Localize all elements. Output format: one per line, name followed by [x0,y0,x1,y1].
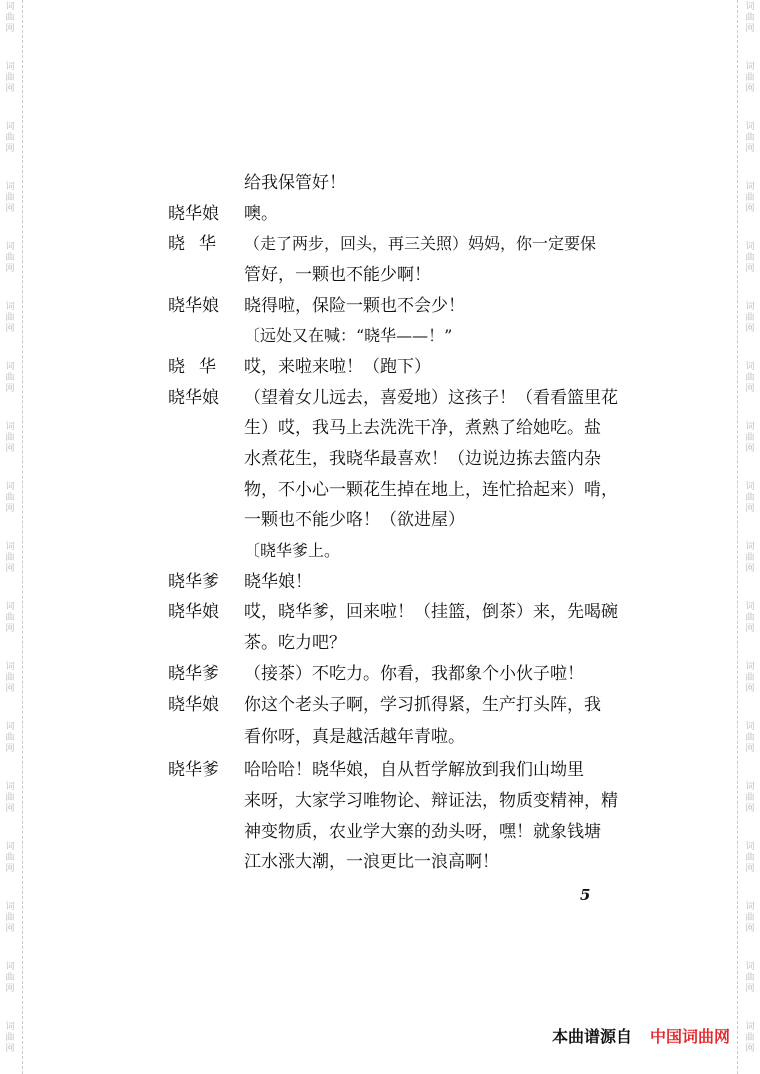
script-line [0,786,760,816]
watermark-char: 词 [5,542,15,552]
watermark-char: 词 [5,362,15,372]
watermark-char: 词 [745,422,755,432]
line-text: 给我保管好！ [244,173,346,193]
script-line [0,229,760,259]
speaker-name: 晓华爹 [168,664,219,684]
watermark-char: 词 [745,602,755,612]
watermark-char: 网 [745,804,755,814]
script-line [0,722,760,752]
watermark-char: 曲 [5,373,15,383]
script-line [0,817,760,847]
line-text: 茶。吃力吧？ [244,633,346,653]
line-text: 物，不小心一颗花生掉在地上，连忙拾起来）啃， [244,480,618,500]
script-line [0,199,760,229]
watermark-char: 网 [5,84,15,94]
watermark-char: 词 [745,842,755,852]
watermark-char: 词 [745,362,755,372]
watermark-char: 曲 [5,973,15,983]
watermark-char: 曲 [5,313,15,323]
script-line [0,755,760,785]
watermark-char: 网 [745,684,755,694]
line-text: 晓得啦，保险一颗也不会少！ [244,296,465,316]
watermark-char: 网 [5,564,15,574]
watermark-char: 词 [5,122,15,132]
watermark-char: 曲 [745,133,755,143]
watermark-char: 词 [5,962,15,972]
watermark-char: 网 [745,744,755,754]
script-line [0,628,760,658]
watermark-char: 网 [745,624,755,634]
watermark-char: 网 [5,444,15,454]
watermark-char: 词 [5,422,15,432]
speaker-name: 晓华娘 [168,388,219,408]
watermark-char: 网 [5,24,15,34]
source-footer [552,1025,730,1049]
watermark-char: 曲 [745,193,755,203]
stage-direction [0,536,760,566]
script-line [0,567,760,597]
watermark-char: 词 [745,782,755,792]
speaker-name: 晓华爹 [168,760,219,780]
watermark-char: 词 [745,662,755,672]
line-text: 管好，一颗也不能少啊！ [244,265,431,285]
watermark-char: 网 [5,924,15,934]
watermark-char: 词 [5,1022,15,1032]
script-line [0,659,760,689]
watermark-char: 曲 [745,613,755,623]
watermark-char: 曲 [745,373,755,383]
watermark-char: 网 [745,264,755,274]
line-text: （接茶）不吃力。你看，我都象个小伙子啦！ [244,664,584,684]
page-number: 5 [580,886,591,904]
watermark-char: 词 [5,182,15,192]
site-name-link[interactable]: 中国词曲网 [649,1027,730,1046]
watermark-char: 曲 [5,673,15,683]
watermark-char: 网 [5,804,15,814]
watermark-char: 词 [745,722,755,732]
line-text: 生）哎，我马上去洗洗干净，煮熟了给她吃。盐 [244,418,601,438]
watermark-char: 网 [5,384,15,394]
watermark-char: 曲 [5,253,15,263]
watermark-char: 词 [745,302,755,312]
watermark-char: 曲 [5,493,15,503]
watermark-char: 网 [745,564,755,574]
watermark-char: 词 [745,242,755,252]
watermark-char: 词 [5,782,15,792]
watermark-char: 词 [5,662,15,672]
watermark-char: 网 [5,744,15,754]
speaker-name: 晓华娘 [168,695,219,715]
watermark-char: 曲 [745,853,755,863]
watermark-char: 曲 [5,13,15,23]
watermark-char: 网 [745,204,755,214]
speaker-name: 晓华 [168,234,230,254]
watermark-char: 曲 [745,1033,755,1043]
watermark-char: 词 [5,302,15,312]
watermark-char: 词 [5,842,15,852]
speaker-name: 晓华爹 [168,572,219,592]
watermark-char: 词 [745,122,755,132]
line-text: （走了两步，回头，再三关照）妈妈，你一定要保 [244,234,597,253]
watermark-char: 网 [5,504,15,514]
script-line [0,475,760,505]
watermark-char: 曲 [745,73,755,83]
watermark-char: 词 [745,482,755,492]
script-line [0,444,760,474]
watermark-char: 网 [5,204,15,214]
line-text: 江水涨大潮，一浪更比一浪高啊！ [244,852,499,872]
watermark-char: 网 [745,24,755,34]
watermark-char: 曲 [745,433,755,443]
line-text: 一颗也不能少咯！（欲进屋） [244,510,465,530]
watermark-char: 词 [5,902,15,912]
line-text: 神变物质，农业学大寨的劲头呀，嘿！就象钱塘 [244,822,601,842]
watermark-char: 网 [745,444,755,454]
watermark-char: 网 [5,324,15,334]
watermark-char: 曲 [5,73,15,83]
script-line [0,168,760,198]
watermark-char: 曲 [5,613,15,623]
script-line [0,597,760,627]
watermark-char: 网 [5,984,15,994]
watermark-char: 词 [745,902,755,912]
watermark-char: 曲 [745,793,755,803]
watermark-char: 词 [5,482,15,492]
watermark-char: 词 [745,182,755,192]
line-text: 晓华娘！ [244,572,312,592]
source-label: 本曲谱源自 [551,1027,632,1046]
watermark-char: 曲 [745,973,755,983]
watermark-char: 网 [745,984,755,994]
watermark-char: 网 [745,84,755,94]
watermark-char: 曲 [5,433,15,443]
watermark-char: 曲 [5,853,15,863]
script-line [0,352,760,382]
watermark-char: 词 [5,722,15,732]
line-text: 噢。 [244,204,278,224]
watermark-char: 网 [5,684,15,694]
watermark-char: 网 [5,624,15,634]
script-line [0,505,760,535]
watermark-char: 网 [5,1044,15,1054]
watermark-char: 词 [5,62,15,72]
speaker-name: 晓华 [168,357,230,377]
speaker-name: 晓华娘 [168,204,219,224]
line-text: 看你呀，真是越活越年青啦。 [244,727,465,747]
watermark-char: 词 [5,602,15,612]
watermark-char: 网 [745,144,755,154]
watermark-char: 曲 [5,133,15,143]
line-text: 哎，来啦来啦！（跑下） [244,357,431,377]
watermark-char: 曲 [745,733,755,743]
watermark-char: 曲 [745,493,755,503]
watermark-char: 曲 [5,913,15,923]
watermark-char: 网 [745,384,755,394]
watermark-char: 曲 [745,13,755,23]
watermark-char: 词 [745,62,755,72]
line-text: 哈哈哈！晓华娘，自从哲学解放到我们山坳里 [244,760,584,780]
watermark-char: 曲 [5,193,15,203]
watermark-char: 网 [745,1044,755,1054]
watermark-char: 网 [745,924,755,934]
watermark-char: 曲 [745,673,755,683]
watermark-char: 曲 [5,733,15,743]
line-text: 〔远处又在喊：“晓华——！” [244,326,453,345]
watermark-char: 曲 [745,553,755,563]
speaker-name: 晓华娘 [168,602,219,622]
watermark-char: 网 [745,504,755,514]
watermark-char: 词 [745,542,755,552]
line-text: （望着女儿远去，喜爱地）这孩子！（看看篮里花 [244,388,618,408]
speaker-name: 晓华娘 [168,296,219,316]
watermark-char: 词 [5,2,15,12]
watermark-char: 曲 [5,1033,15,1043]
watermark-char: 词 [745,962,755,972]
watermark-char: 曲 [745,313,755,323]
watermark-char: 网 [5,864,15,874]
watermark-char: 网 [745,324,755,334]
watermark-char: 曲 [5,793,15,803]
line-text: 哎，晓华爹，回来啦！（挂篮，倒茶）来，先喝碗 [244,602,618,622]
line-text: 水煮花生，我晓华最喜欢！（边说边拣去篮内杂 [244,449,601,469]
watermark-char: 网 [5,144,15,154]
line-text: 〔晓华爹上。 [244,541,341,560]
script-line [0,260,760,290]
line-text: 你这个老头子啊，学习抓得紧，生产打头阵，我 [244,695,601,715]
watermark-char: 词 [745,2,755,12]
watermark-char: 曲 [745,913,755,923]
watermark-char: 词 [745,1022,755,1032]
script-line [0,690,760,720]
script-line [0,383,760,413]
script-line [0,847,760,877]
script-line [0,413,760,443]
watermark-char: 网 [745,864,755,874]
stage-direction [0,321,760,351]
watermark-char: 网 [5,264,15,274]
watermark-char: 曲 [5,553,15,563]
watermark-char: 词 [5,242,15,252]
line-text: 来呀，大家学习唯物论、辩证法，物质变精神，精 [244,791,618,811]
script-line [0,291,760,321]
watermark-char: 曲 [745,253,755,263]
